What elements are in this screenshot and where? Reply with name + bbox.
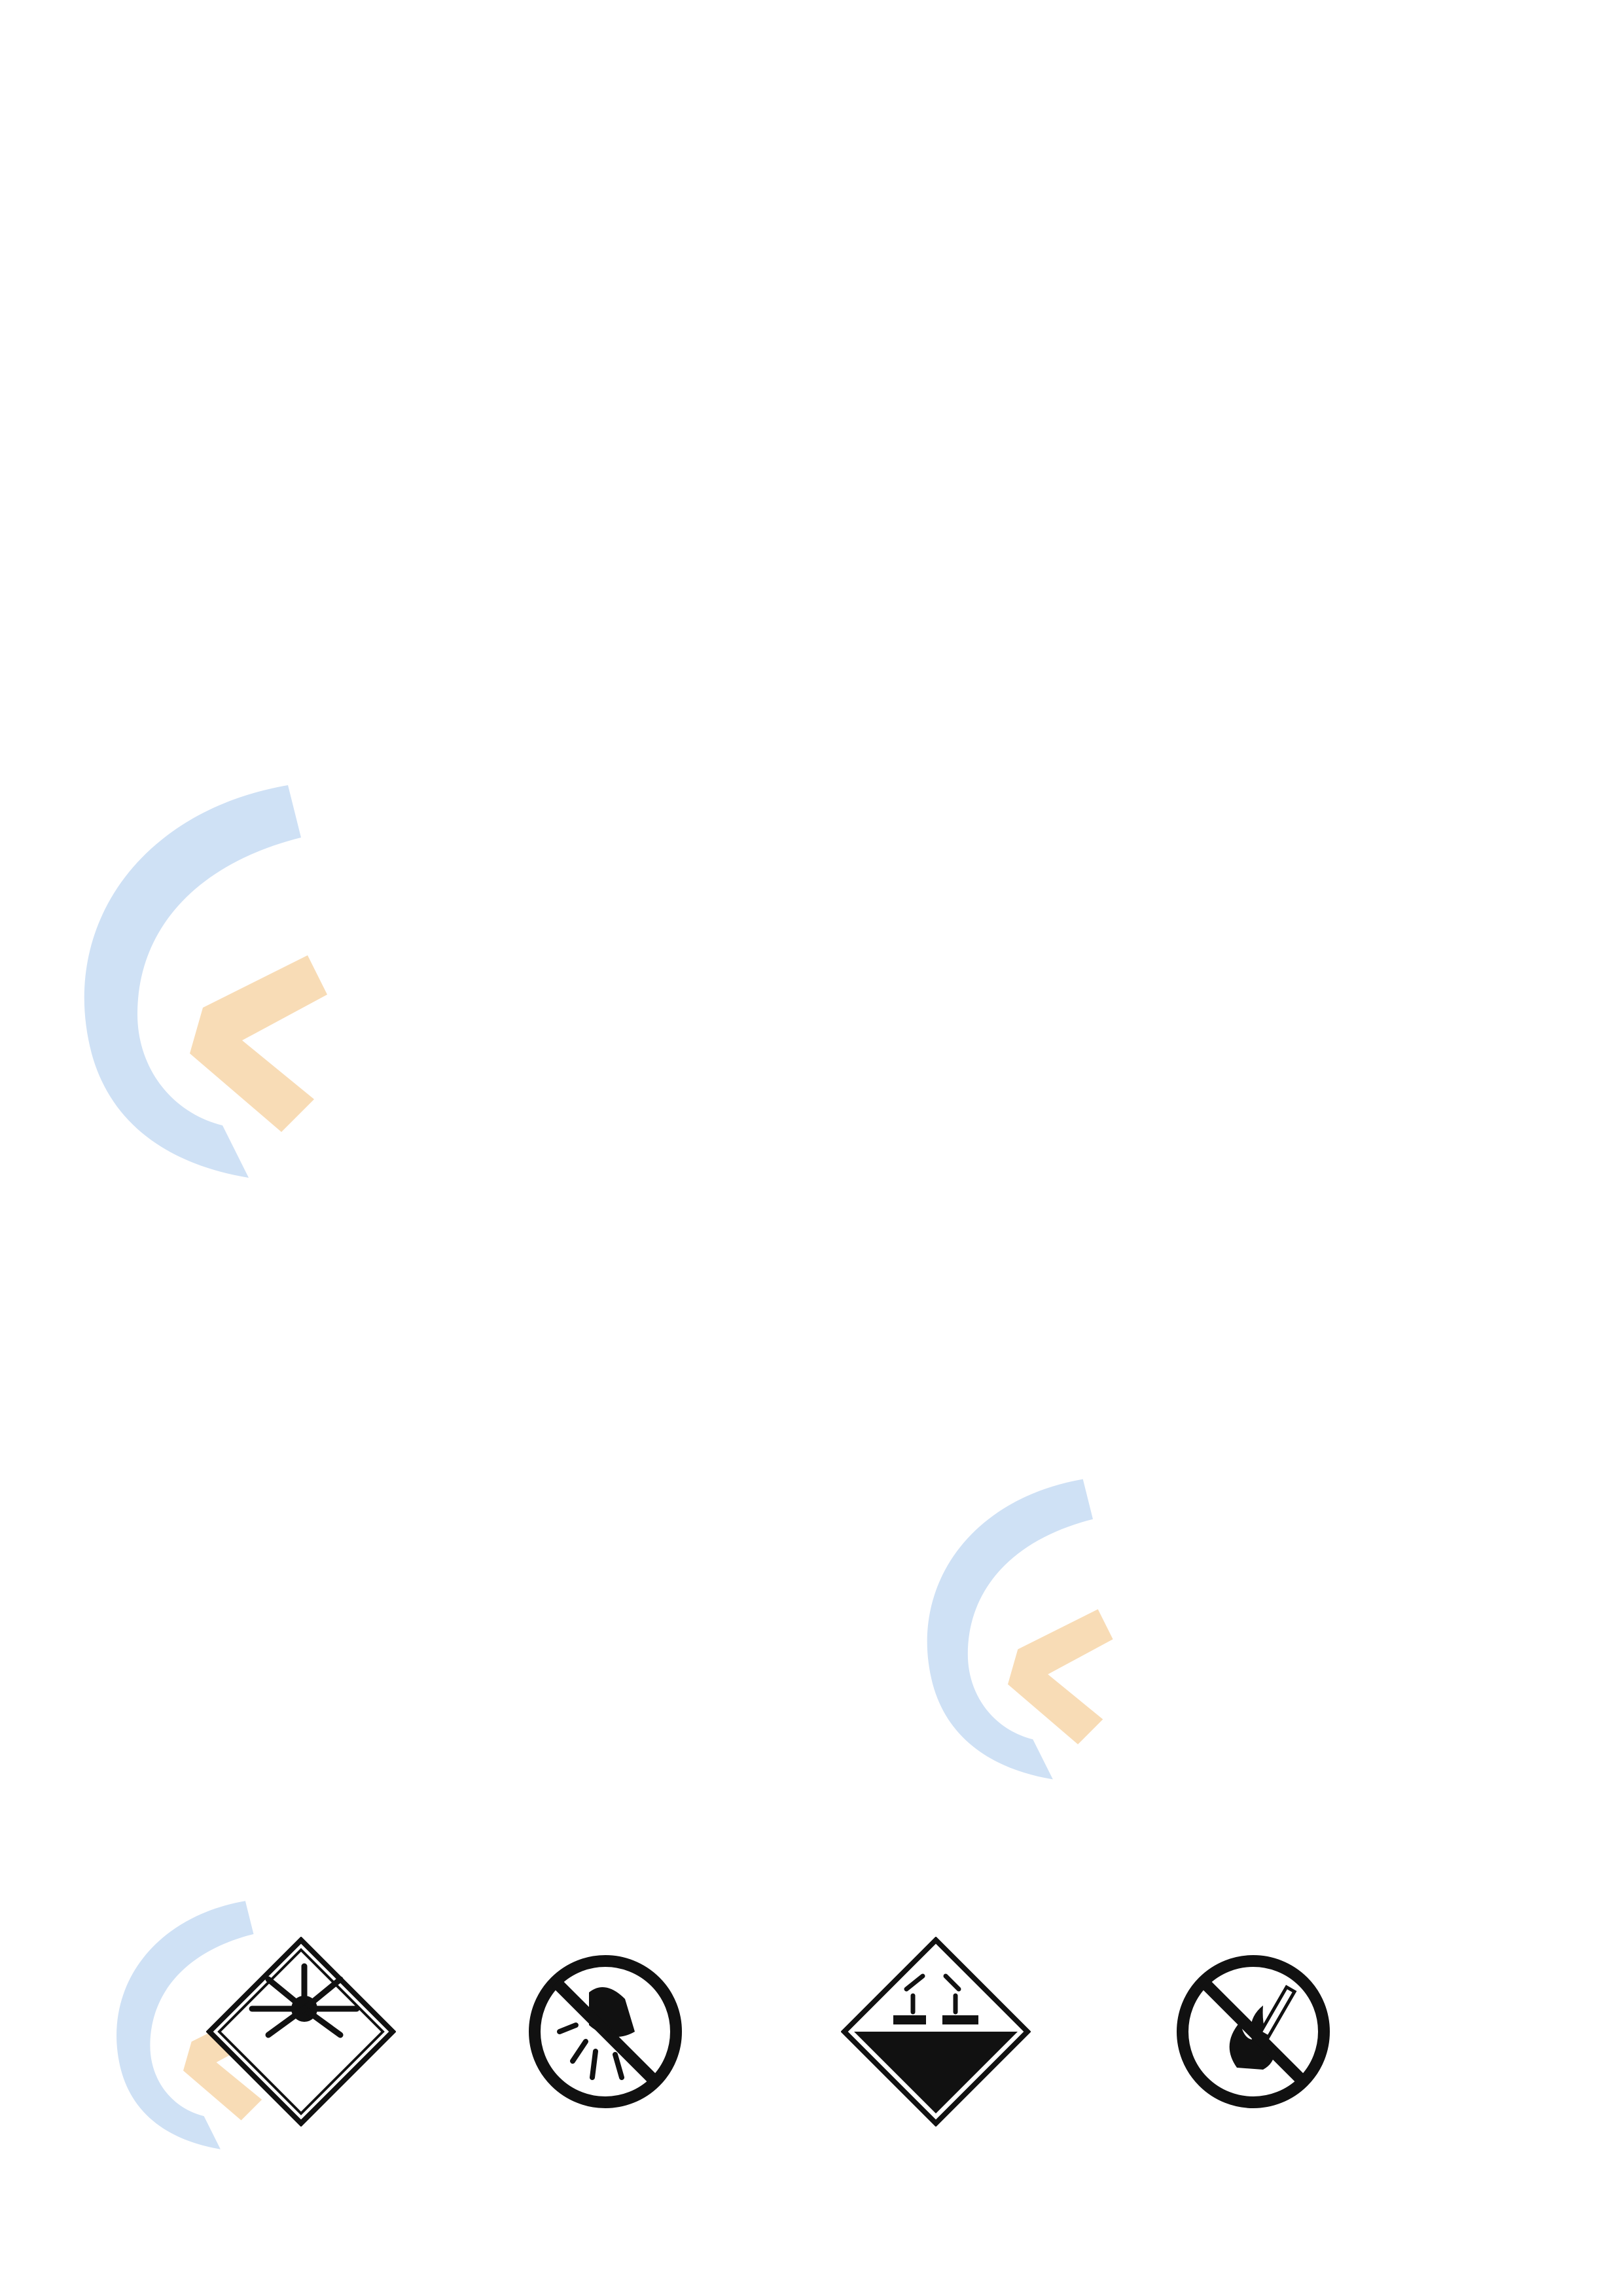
watermark-text-mid-right [1021, 1060, 1610, 1479]
icon-option-b [527, 1953, 684, 2156]
watermark-text-top-right [982, 39, 1610, 445]
icon-option-c [841, 1937, 1031, 2153]
explosive-hazard-icon [206, 1937, 396, 2127]
watermark-logo-right [870, 1459, 1145, 1799]
icon-option-d [1175, 1953, 1332, 2156]
no-fireworks-icon [527, 1953, 684, 2110]
no-fire-icon [1175, 1953, 1332, 2110]
icon-option-a [206, 1937, 396, 2153]
atomic-masses [134, 340, 146, 382]
corrosive-hazard-icon [841, 1937, 1031, 2127]
watermark-text-mid-left [196, 537, 785, 968]
watermark-logo-left [39, 759, 340, 1204]
